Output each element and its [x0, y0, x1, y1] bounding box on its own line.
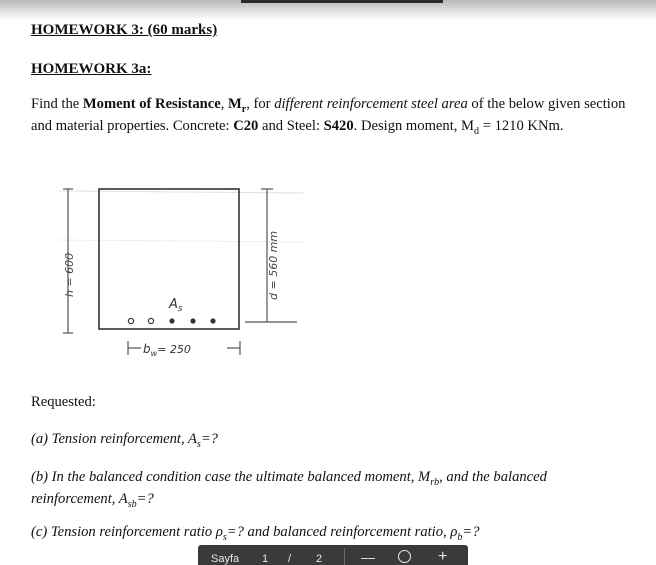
total-pages: 2	[316, 553, 323, 565]
part-heading: HOMEWORK 3a:	[31, 61, 152, 77]
page-number-input[interactable]: 1	[262, 553, 269, 565]
top-toolbar-edge	[241, 0, 443, 3]
question-a: (a) Tension reinforcement, $A_s=$?	[31, 431, 218, 450]
rebar	[210, 318, 215, 323]
as-label: $A_s$	[169, 297, 183, 314]
problem-statement: Find the Moment of Resistance, $M_r$, for different reinforcement steel area of the below given section and material properties. Concrete: C20 and Steel: S420. Design moment, $M_d = 1210$ KNm.	[31, 96, 626, 138]
requested-label: Requested:	[31, 394, 96, 410]
rebar	[169, 318, 174, 323]
top-shadow	[0, 0, 656, 20]
question-b: (b) In the balanced condition case the ultimate balanced moment, $M_{rb}$, and the balanced reinforcement, $A_{sb}=$?	[31, 469, 547, 511]
homework-heading: HOMEWORK 3: (60 marks)	[31, 22, 218, 38]
beam-section-sketch	[59, 185, 305, 360]
d-label: d = 560 mm	[267, 230, 280, 300]
page-separator: /	[288, 553, 292, 565]
page-label: Sayfa	[211, 553, 240, 565]
zoom-fit-icon[interactable]	[398, 550, 411, 563]
pdf-page-toolbar	[198, 545, 468, 565]
zoom-out-button[interactable]: —	[361, 549, 375, 565]
h-label: h = 600	[63, 252, 76, 297]
rebar	[148, 318, 153, 323]
bw-label: $b_w= 250$	[143, 342, 191, 358]
question-c: (c) Tension reinforcement ratio $\rho_s=$? and balanced reinforcement ratio, $\rho_b=$?	[31, 524, 480, 543]
rebar	[128, 318, 133, 323]
zoom-in-button[interactable]: +	[438, 548, 448, 565]
rebar	[190, 318, 195, 323]
toolbar-divider	[344, 548, 345, 565]
